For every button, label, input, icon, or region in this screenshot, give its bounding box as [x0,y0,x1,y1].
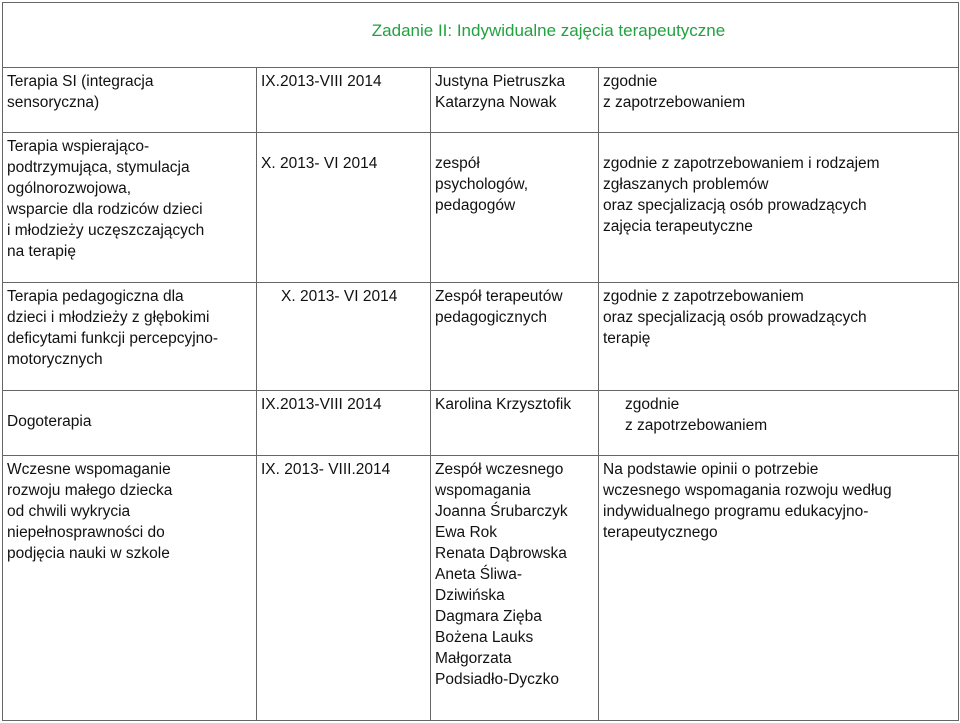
table-row [3,67,959,133]
title-row [3,3,959,68]
schedule-note: zgodnie z zapotrzebowaniem i rodzajem zgłaszanych problemów oraz specjalizacją osób prowadzących zajęcia terapeutyczne [599,133,959,282]
title-cell [3,3,959,68]
therapy-name: Terapia wspierająco- podtrzymująca, stymulacja ogólnorozwojowa, wsparcie dla rodziców dzieci i młodzieży uczęszczających na terapię [3,133,257,282]
therapy-name: Wczesne wspomaganie rozwoju małego dziecka od chwili wykrycia niepełnosprawności do podjęcia nauki w szkole [3,456,257,721]
staff: Karolina Krzysztofik [431,390,599,456]
table-row [3,282,959,390]
table-row [3,133,959,282]
therapy-name: Terapia SI (integracja sensoryczna) [3,67,257,133]
period: IX.2013-VIII 2014 [257,67,431,133]
therapy-name: Terapia pedagogiczna dla dzieci i młodzieży z głębokimi deficytami funkcji percepcyjno- motorycznych [3,282,257,390]
therapy-name: Dogoterapia [3,390,257,456]
therapy-schedule-table [2,2,959,721]
schedule-note: zgodnie z zapotrzebowaniem [599,67,959,133]
schedule-note: zgodnie z zapotrzebowaniem [599,390,959,456]
period: IX. 2013- VIII.2014 [257,456,431,721]
schedule-note: Na podstawie opinii o potrzebie wczesnego wspomagania rozwoju według indywidualnego programu edukacyjno- terapeutycznego [599,456,959,721]
period: X. 2013- VI 2014 [257,282,431,390]
table-title: Zadanie II: Indywidualne zajęcia terapeutyczne [371,21,726,41]
staff: zespół psychologów, pedagogów [431,133,599,282]
table-row [3,456,959,721]
staff: Zespół wczesnego wspomagania Joanna Śrubarczyk Ewa Rok Renata Dąbrowska Aneta Śliwa- Dziwińska Dagmara Zięba Bożena Lauks Małgorzata Podsiadło-Dyczko [431,456,599,721]
staff: Justyna Pietruszka Katarzyna Nowak [431,67,599,133]
schedule-note: zgodnie z zapotrzebowaniem oraz specjalizacją osób prowadzących terapię [599,282,959,390]
staff: Zespół terapeutów pedagogicznych [431,282,599,390]
table-row [3,390,959,456]
period: X. 2013- VI 2014 [257,133,431,282]
period: IX.2013-VIII 2014 [257,390,431,456]
